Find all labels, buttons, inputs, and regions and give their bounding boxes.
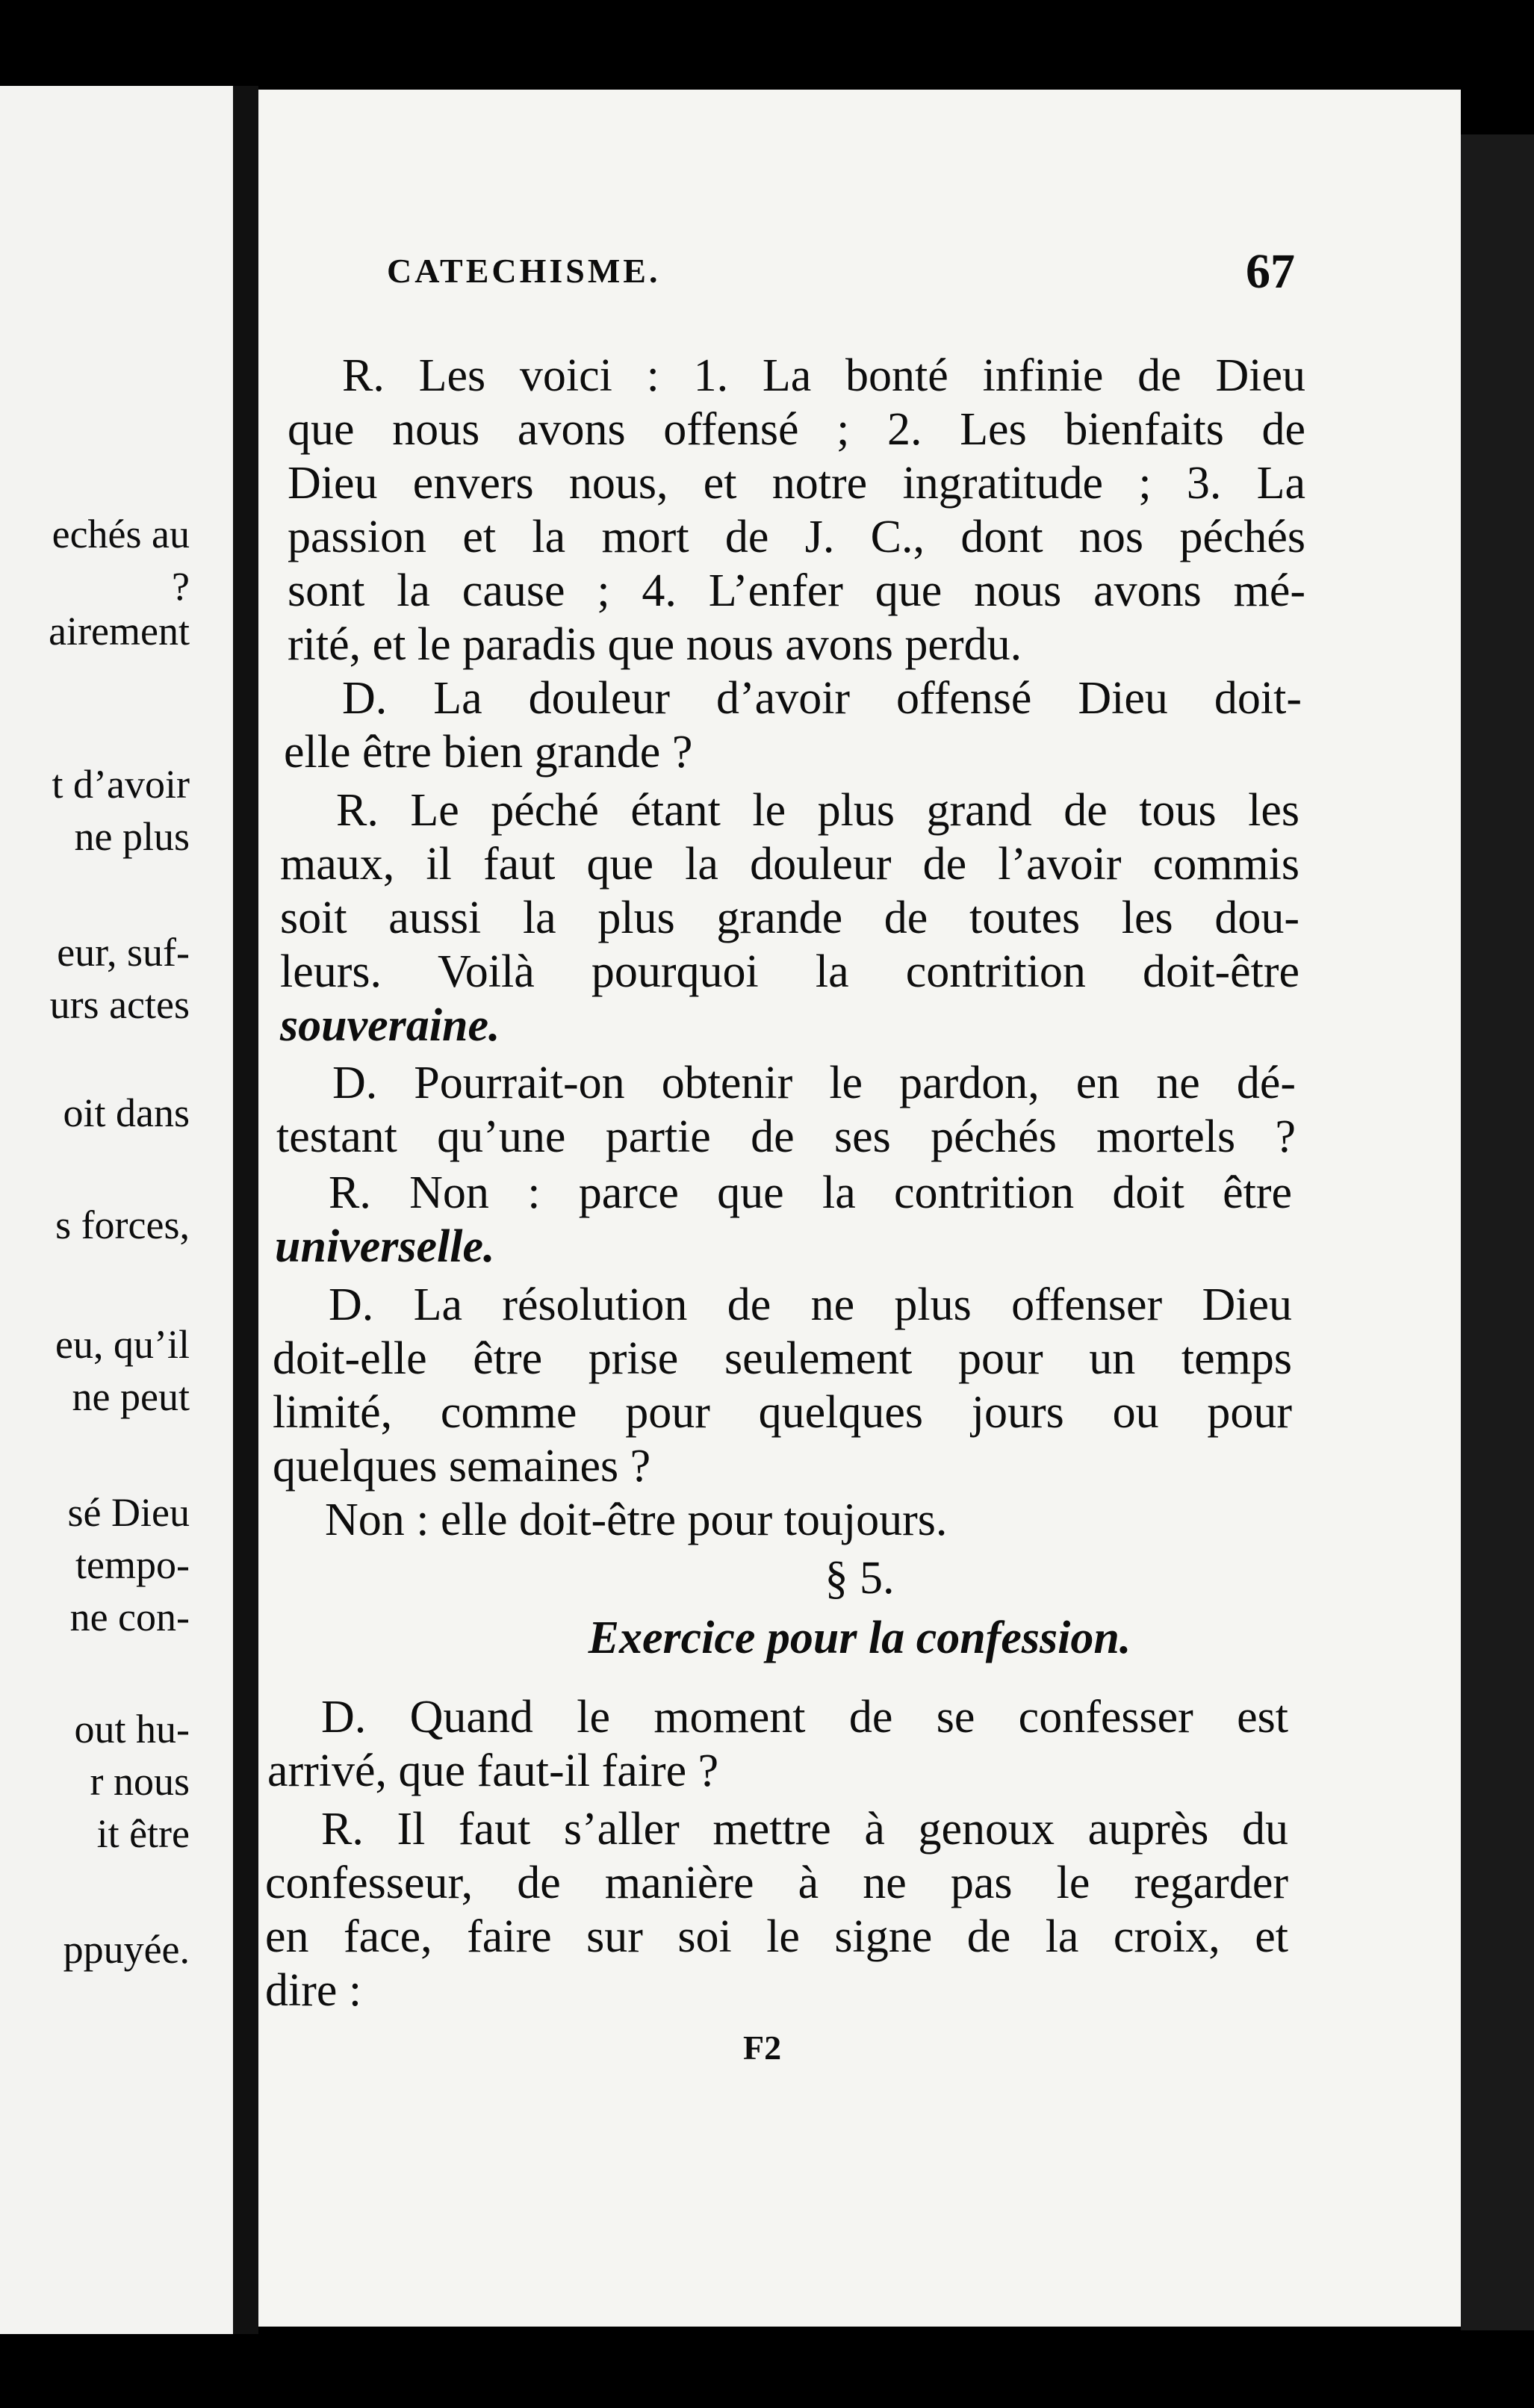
text-line-italic: souveraine.	[280, 1000, 500, 1051]
text-line: R. Le péché étant le plus grand de tous les	[336, 785, 1299, 836]
text-line: confesseur, de manière à ne pas le regarder	[265, 1858, 1288, 1908]
page-edge	[1461, 134, 1534, 2330]
text-line: Dieu envers nous, et notre ingratitude ; 3. La	[288, 458, 1305, 509]
text-line: D. La résolution de ne plus offenser Dieu	[329, 1279, 1292, 1330]
facing-line: t d’avoir	[52, 762, 190, 807]
text-line: maux, il faut que la douleur de l’avoir commis	[280, 839, 1299, 890]
facing-line: eu, qu’il	[55, 1322, 190, 1367]
facing-line: s forces,	[55, 1203, 190, 1247]
signature-mark: F2	[743, 2029, 782, 2067]
facing-line: echés au	[52, 512, 190, 556]
facing-line: r nous	[90, 1759, 190, 1804]
text-line: R. Il faut s’aller mettre à genoux auprès du	[321, 1804, 1288, 1855]
text-line: quelques semaines ?	[273, 1441, 651, 1492]
text-line: passion et la mort de J. C., dont nos péchés	[288, 512, 1305, 562]
facing-line: urs actes	[49, 982, 190, 1027]
facing-line: ne peut	[72, 1374, 190, 1419]
facing-line: ne con-	[69, 1595, 190, 1639]
section-number: § 5.	[825, 1553, 895, 1604]
text-line: D. La douleur d’avoir offensé Dieu doit-	[342, 673, 1302, 724]
facing-page	[0, 86, 233, 2334]
text-line: D. Quand le moment de se confesser est	[321, 1692, 1288, 1743]
text-line: que nous avons offensé ; 2. Les bienfaits de	[288, 404, 1305, 455]
book-gutter	[233, 86, 258, 2334]
text-line: rité, et le paradis que nous avons perdu.	[288, 619, 1022, 670]
text-line: soit aussi la plus grande de toutes les dou-	[280, 893, 1299, 943]
text-line: D. Pourrait-on obtenir le pardon, en ne dé-	[332, 1058, 1296, 1108]
text-line: elle être bien grande ?	[284, 727, 693, 778]
text-line: limité, comme pour quelques jours ou pour	[273, 1387, 1292, 1438]
text-line: en face, faire sur soi le signe de la croix, et	[265, 1911, 1288, 1962]
facing-line: sé Dieu	[67, 1490, 190, 1535]
text-line: testant qu’une partie de ses péchés mortels ?	[276, 1111, 1296, 1162]
facing-line: eur, suf-	[57, 930, 190, 975]
facing-line: ne plus	[74, 814, 190, 859]
section-title: Exercice pour la confession.	[588, 1613, 1131, 1663]
page-number: 67	[1246, 244, 1295, 299]
facing-line: oit dans	[63, 1090, 190, 1135]
facing-line: airement	[49, 609, 190, 654]
facing-line: tempo-	[75, 1542, 190, 1587]
text-line-italic: universelle.	[275, 1221, 495, 1272]
facing-line: it être	[96, 1811, 190, 1856]
text-line: Non : elle doit-être pour toujours.	[325, 1495, 948, 1545]
facing-line: ppuyée.	[63, 1927, 190, 1972]
text-line: sont la cause ; 4. L’enfer que nous avons mé-	[288, 565, 1305, 616]
text-line: dire :	[265, 1965, 362, 2016]
text-line: leurs. Voilà pourquoi la contrition doit-être	[280, 946, 1299, 997]
running-title: CATECHISME.	[387, 252, 661, 290]
facing-line: ?	[172, 564, 190, 609]
text-line: doit-elle être prise seulement pour un temps	[273, 1333, 1292, 1384]
text-line: R. Les voici : 1. La bonté infinie de Dieu	[342, 350, 1305, 401]
text-line: arrivé, que faut-il faire ?	[267, 1746, 719, 1796]
text-line: R. Non : parce que la contrition doit être	[329, 1167, 1292, 1218]
facing-line: out hu-	[74, 1707, 190, 1751]
